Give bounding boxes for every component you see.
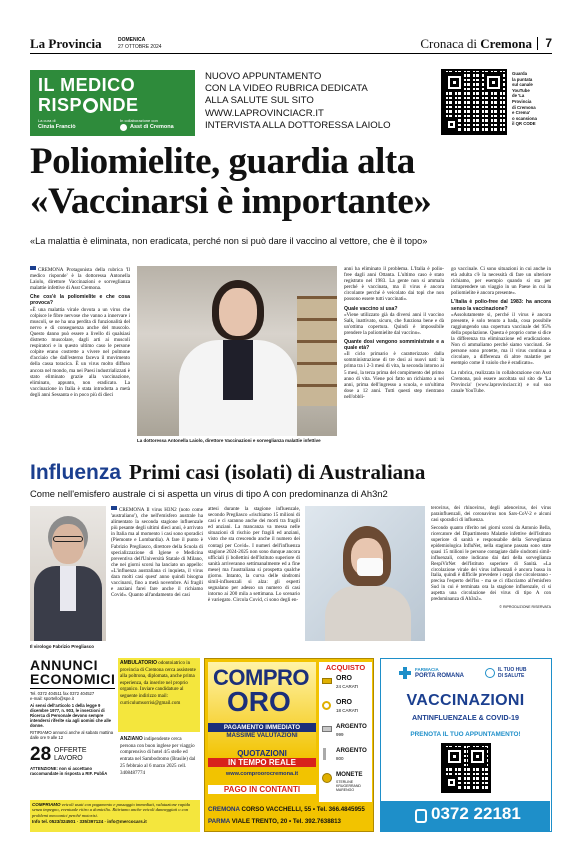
qr-caption (512, 71, 552, 127)
pharmacy-name-2: PORTA ROMANA (415, 673, 464, 679)
acquisto-item-name: ARGENTO (336, 747, 367, 754)
gold-address-1 (208, 806, 372, 813)
acquisto-item-name: ORO (336, 699, 352, 706)
article1-question-2: Quale vaccino si usa? (344, 305, 398, 312)
classified-anziano-label: ANZIANO (120, 736, 143, 742)
gold-oro: ORO (227, 686, 291, 717)
gold-cash: PAGO IN CONTANTI (208, 785, 316, 794)
qr-caption-line: il QR CODE (512, 121, 536, 127)
masthead (30, 34, 552, 54)
cura-name: Cinzia Franciò (38, 124, 76, 130)
cura-label: La cura di (38, 118, 56, 123)
pharmacy-title: VACCINAZIONI (406, 692, 525, 709)
acquisto-item-sub: 18 CARATI (336, 708, 359, 713)
pharmacy-phone[interactable]: 0372 22181 (431, 804, 521, 823)
youtube-qr-code[interactable] (441, 69, 507, 135)
classifieds-ritiriamo: RITIRIAMO annunci anche al sabato mattina dalle ore 9 alle 12 (30, 730, 114, 740)
gold-address-2 (208, 818, 372, 825)
classifieds-attention: ATTENZIONE: non si accettano raccomandate in risposta a RIF. PubliA (30, 766, 108, 776)
speech-bubble-icon (83, 98, 98, 113)
qr-caption-line: e Crema' (512, 110, 530, 116)
hub-label-1: IL TUO HUB (498, 667, 527, 673)
subhead-polio: «La malattia è eliminata, non eradicata, perché non si può dare il vaccino al vettore, che è il topo» (30, 236, 428, 246)
masthead-day: DOMENICA (118, 37, 146, 43)
article2-column-2 (208, 506, 300, 604)
qr-caption-line: de 'La (512, 93, 525, 99)
patient-sweater (325, 586, 411, 641)
article1-answer-3: «Il ciclo primario è caratterizzato dalla somministrazione di tre dosi ai nuovi nati: la prima tra i 2-3 mesi di vita, la seconda intorno ai 5 mesi, la terza prima del compimento del primo anno di vita. Viene poi fatto un richiamo a sei anni, prima dell'ingresso a scuola, e un'ultima dose a 12 anni. Tutti questi step rientrano nell'obbli- (344, 351, 444, 400)
article1-question-1: Che cos'è la poliomielite e che cosa provoca? (30, 294, 130, 307)
phone-icon (415, 809, 427, 823)
gold-pay-1: PAGAMENTO IMMEDIATO (208, 723, 316, 732)
qr-caption-line: sul canale (512, 82, 533, 88)
promo-line-3: ALLA SALUTE SUL SITO (205, 95, 314, 107)
page-number: 7 (545, 36, 552, 50)
masthead-brand: La Provincia (30, 36, 102, 51)
virologist-face (52, 524, 84, 564)
classified-compriamo-tel: Info tel. 0523/324501 · 335/397124 · info@mercocars.it (32, 819, 147, 825)
medico-risponde-logo (30, 70, 195, 136)
hub-label-2: DI SALUTE (498, 673, 525, 679)
article1-answer-4: «Assolutamente sì, perché il virus è ancora presente, è solo tenuto a bada, cosa possibile raggiungendo una copertura vaccinale del 95% della popolazione. Questa è proprio come si dice la differenza tra eliminazione ed eradicazione. Non ci ammaliamo perché siamo vaccinati. Se persone sono protette, ma il virus continua a circolare, a differenza di altre malattie per esempio come il vaiolo che è eradicato». (451, 311, 551, 367)
gold-site[interactable]: www.comproorocremona.it (225, 771, 299, 777)
classified-ambulatorio-text (120, 660, 198, 707)
article1-question-3: Quante dosi vengono somministrate e a quale età? (344, 339, 444, 352)
classified-anziano-body: indipendente cerca persona con buon inglese per viaggio comprensivo di hotel 4/5 stelle ed entrata nel Sambodromo (Brasile) dal 25 febbraio al 6 marzo 2025 cell. 3408487774 (120, 737, 196, 776)
acquisto-item (319, 698, 372, 722)
article1-answer-1: «È una malattia virale dovuta a un virus che colpisce le fibre nervose che vanno a innervare i muscoli, se ne ha una perdita di funzionalità del nervo e di conseguenza anche del muscolo. Questo danno può essere a livello di qualsiasi distretto muscolare, dagli arti ai muscoli respiratori e in questo ultimo caso le persone colpite erano costrette a vivere nel polmone d'acciaio che dall'esterno faceva il movimento della cassa toracica. È un virus molto diffuso ancora nel mondo, ma nei Paesi industrializzati è stato eliminato grazie alla vaccinazione, eliminato, appunto, non eradicato. La vaccinazione in Italia è stata introdotta a metà degli anni Sessanta e in poco più di dieci (30, 306, 130, 398)
pharmacy-qr-code[interactable] (441, 743, 491, 793)
article2-photo-left (30, 506, 106, 641)
acquisto-item-sub: STERLINE KRUGERRAND MARENGO (336, 780, 361, 792)
gold-ring-icon (322, 701, 331, 710)
classified-ambulatorio-label: AMBULATORIO (120, 660, 158, 666)
classifieds-title-1: ANNUNCI (30, 657, 99, 673)
classifieds-title-2: ECONOMICI (30, 671, 116, 687)
logo-line-2b: NDE (99, 95, 139, 115)
masthead-date: 27 OTTOBRE 2024 (118, 44, 162, 50)
article1-text-3: anni ha eliminato il problema. L'Italia è polio-free dagli anni Ottanta. L'ultimo caso è stato registrato nel 1983. La gente non si ammala perché è vaccinata, ma il virus è ancora circolante perché è veicolato dai topi che non possono essere tutti vaccinati». (344, 266, 444, 303)
category-label-1: OFFERTE (54, 747, 87, 754)
headline-vaccinarsi: «Vaccinarsi è importante» (30, 181, 432, 222)
classified-anziano-text (120, 736, 198, 777)
article2-text-2: attesi durante la stagione influenzale, secondo Pregliasco «rischiamo 15 milioni di casi e ci saranno anche dei morti tra fragili ed anziani. La mancanza va messa nelle situazioni di rischio per fragili ed anziani, visto che sta crescendo anche il numero dei contagi per Covid». I numeri dell'influenza stagione 2024-2025 non sono dunque ancora ufficiali (i bollettini dell'Istituto superiore di sanità arriveranno settimanalmente ed a fine mese) ma l'australiana si prospetta qualche giorno. Intanto, la curva delle sindromi simil-influenzali si alza: gli esperti segnalano per adesso un numero di casi intorno ai 200 mila a settimana. Lo scenario è variegato. Circola Covid, ci sono degli en- (208, 506, 300, 604)
logo-line-1: IL MEDICO (38, 75, 136, 95)
virologist-shirt (60, 566, 76, 611)
acquisto-item-name: ORO (336, 675, 352, 682)
article2-text-1: CREMONA Il virus H3N2 (noto come 'australiano'), che nell'emisfero australe ha alimentato la seconda stagione influenzale più pesante degli ultimi dieci anni, è arrivato in Italia ma al momento i casi sono sporadici (Piemonte e Lombardia). A fare il punto è Fabrizio Pregliasco, direttore della Scuola di specializzazione di Igiene e Medicina preventiva dell'Università Statale di Milano, che nei giorni scorsi ha lanciato un appello: «L'influenza australiana ci inquieta, il virus dara molti casi quest' anno quindi bisogna vaccinarsi, fino a metà novembre. Ai fragili e anziani farei fare anche il richiamo Covid». Quanto all'andamento dei casi (111, 507, 203, 599)
gold-compro: COMPRO (213, 665, 309, 690)
classifieds-notice: Ai sensi dell'articolo 1 della legge 9 dicembre 1977, n. 903, le inserzioni di Ricerca di Personale devono sempre intendersi riferite sia agli uomini che alle donne. (30, 703, 111, 728)
gold-address-1-text: CORSO VACCHELLI, 55 • Tel. 366.4845955 (241, 806, 365, 813)
qr-caption-line: di Cremona (512, 104, 536, 110)
bullet-square-icon (111, 506, 117, 510)
acquisto-title: ACQUISTO (325, 663, 366, 672)
pharmacy-ad (380, 658, 552, 832)
acquisto-item (319, 674, 372, 698)
gold-pay-2: MASSIME VALUTAZIONI (226, 732, 298, 739)
article1-answer-2: «Viene utilizzato già da diversi anni il vaccino Salk, inattivato, sicuro, che funziona bene e dà un'ottima copertura. Quindi è impossibile prendere la poliomielite dal vaccino». (344, 311, 444, 336)
acquisto-item-sub: 999 (336, 732, 344, 737)
article2-column-1 (111, 506, 203, 598)
gold-address-2-text: VIALE TRENTO, 20 • Tel. 392.7638813 (231, 818, 341, 825)
article1-column-1 (30, 266, 130, 398)
acquisto-item (319, 722, 372, 746)
article2-photo-caption: Il virologo Fabrizio Pregliasco (30, 644, 95, 649)
pharmacy-cta: PRENOTA IL TUO APPUNTAMENTO! (410, 731, 521, 738)
acquisto-item-sub: 24 CARATI (336, 684, 359, 689)
tissue (357, 558, 383, 576)
promo-text (205, 71, 445, 132)
bullet-square-icon (30, 266, 36, 270)
compro-oro-ad (204, 658, 374, 832)
article2-text-4: Secondo quanto riferito nei giorni scorsi da Antonio Bella, ricercatore del Dipartimento Malattie infettive dell'Istituto superiore di sanità e responsabile della Sorveglianza epidemiologica InfluNet, nella stagione passata sono state quasi 15 milioni le persone contagiate dalle sindromi simil-influenzali, come indicano dai dati della sorveglianza RespiVirNet dell'Istituto superiore di Sanità. «La circolazione virale dei virus influenzali è ancora bassa in Italia, quindi è difficile prevedere i ceppi che circoleranno - precisa l'esperto dell'Iss - ma se ci rifacciamo all'emisfero Sud in cui è terminata ora la stagione influenzale, ci si aspetta una circolazione dei virus di tipo A con predominanza di Ah3n2». (431, 525, 551, 603)
section-prefix: Cronaca di (420, 36, 481, 51)
category-block (30, 744, 115, 766)
category-label-2: LAVORO (54, 755, 83, 762)
qr-caption-line: o scansiona (512, 115, 537, 121)
qr-caption-line: YouTube (512, 87, 530, 93)
classified-anziano (118, 734, 200, 798)
section-title (420, 36, 532, 52)
article2-title: Primi casi (isolati) di Australiana (129, 460, 426, 484)
classified-compriamo-body: veicoli usati con pagamento e passaggio immediati, valutazione rapida senza impegno, eventuale ritiro a domicilio. Ritiriamo anche veicoli danneggiati o con problemi meccanici perché motorisi. (32, 802, 190, 818)
qr-finder (445, 776, 458, 789)
promo-line-4[interactable]: WWW.LAPROVINCIACR.IT (205, 107, 324, 119)
masthead-separator (537, 37, 538, 50)
section-city: Cremona (480, 36, 532, 51)
collab-label: In collaborazione con (120, 118, 158, 123)
category-number: 28 (30, 744, 52, 765)
acquisto-item-name: MONETE (336, 771, 363, 778)
qr-finder (445, 118, 458, 131)
headline-polio: Poliomielite, guardia alta (30, 141, 415, 182)
article2-text-3: terovirus, dei rhinovirus, degli adenovirus, dei virus parainfluenzali, dei coronavirus non Sars-CoV-2 e alcuni casi sporadici di influenza. (431, 506, 551, 523)
acquisto-item-sub: 800 (336, 756, 344, 761)
promo-line-5: INTERVISTA ALLA DOTTORESSA LAIOLO (205, 119, 391, 131)
classifieds-contact: Tel. 0372 404511 fax 0372 404527 (30, 691, 95, 696)
gold-bar-icon (322, 678, 332, 684)
article1-photo (137, 266, 337, 436)
article1-question-4: L'Italia è polio-free dal 1983: ha ancora senso la vaccinazione? (451, 299, 551, 312)
coin-icon (322, 773, 332, 783)
article2-subhead: Come nell'emisfero australe ci si aspetta un virus di tipo A con predominanza di Ah3n2 (30, 488, 388, 499)
classified-compriamo-text (32, 802, 198, 818)
pharmacy-cross-icon (399, 667, 411, 679)
acquisto-item-name: ARGENTO (336, 723, 367, 730)
article1-column-3 (344, 266, 444, 400)
gold-address-2-city: PARMA (208, 818, 230, 825)
qr-caption-line: la puntata (512, 76, 533, 82)
acquisto-list (319, 674, 372, 794)
acquisto-item (319, 746, 372, 770)
article1-text-4: go vaccinale. Ci sono situazioni in cui anche in età adulta c'è la necessità di fare un ulteriore richiamo, per esempio quando si sta per intraprendere un viaggio in un Paese in cui la poliomielite è ancora presente». (451, 266, 551, 297)
article2-headline (30, 460, 555, 485)
promo-line-2: CON LA VIDEO RUBRICA DEDICATA (205, 83, 368, 95)
gold-address-1-city: CREMONA (208, 806, 240, 813)
classified-ambulatorio (118, 658, 200, 732)
classified-compriamo-label: COMPRIAMO (32, 802, 61, 807)
virologist-glasses (53, 536, 83, 542)
asst-logo-icon (120, 124, 127, 131)
pharmacy-subtitle: ANTINFLUENZALE & COVID-19 (411, 713, 520, 722)
logo-line-2 (38, 95, 139, 116)
qr-caption-line: Provincia (512, 98, 532, 104)
article2-column-3 (431, 506, 551, 611)
acquisto-item (319, 770, 372, 794)
classified-compriamo (30, 800, 200, 832)
pharmacy-name-1: FARMACIA (415, 667, 439, 672)
silver-cutlery-icon (323, 748, 326, 760)
gold-quot-2: IN TEMPO REALE (208, 758, 316, 767)
classifieds-email[interactable]: e-mail: sportello@spe.it (30, 696, 74, 701)
hub-heart-icon (485, 668, 495, 678)
logo-line-2a: RISP (38, 95, 83, 115)
article1-column-4 (451, 266, 551, 394)
classified-ambulatorio-body: odontoiatrico in provincia di Cremona cerca assistente alla poltrona, diplomata, anche prima esperienza, da inserire nel proprio organico. Inviare candidature al seguente indirizzo mail: curriculumsorrisi@gmail.com (120, 661, 196, 706)
article1-intro: CREMONA Protagonista della rubrica 'Il medico risponde' è la dottoressa Antonella Laiolo, direttore Vaccinazioni e sorveglianza malattie infettive di Asst Cremona. (30, 267, 130, 292)
promo-line-1: NUOVO APPUNTAMENTO (205, 71, 322, 82)
collab-name: Asst di Cremona (130, 124, 174, 130)
photo-credit: © RIPRODUZIONE RISERVATA (499, 605, 551, 610)
doctor-shirt (223, 340, 253, 400)
qr-caption-line: Guarda (512, 71, 528, 76)
article2-kicker: Influenza (30, 461, 122, 484)
article1-photo-caption: La dottoressa Antonella Laiolo, direttore Vaccinazioni e sorveglianza malattie infettive (137, 438, 321, 443)
article1-closing: La rubrica, realizzata in collaborazione con Asst Cremona, può essere ascoltata sul sito de 'La Provincia' (www.laprovinciacr.it) e sul suo canale YouTube. (451, 369, 551, 394)
doctor-face (219, 288, 257, 336)
bookshelf (297, 296, 337, 406)
silver-bar-icon (322, 726, 332, 732)
article2-photo-right (305, 506, 425, 641)
gold-quot-1: QUOTAZIONI (237, 749, 287, 758)
